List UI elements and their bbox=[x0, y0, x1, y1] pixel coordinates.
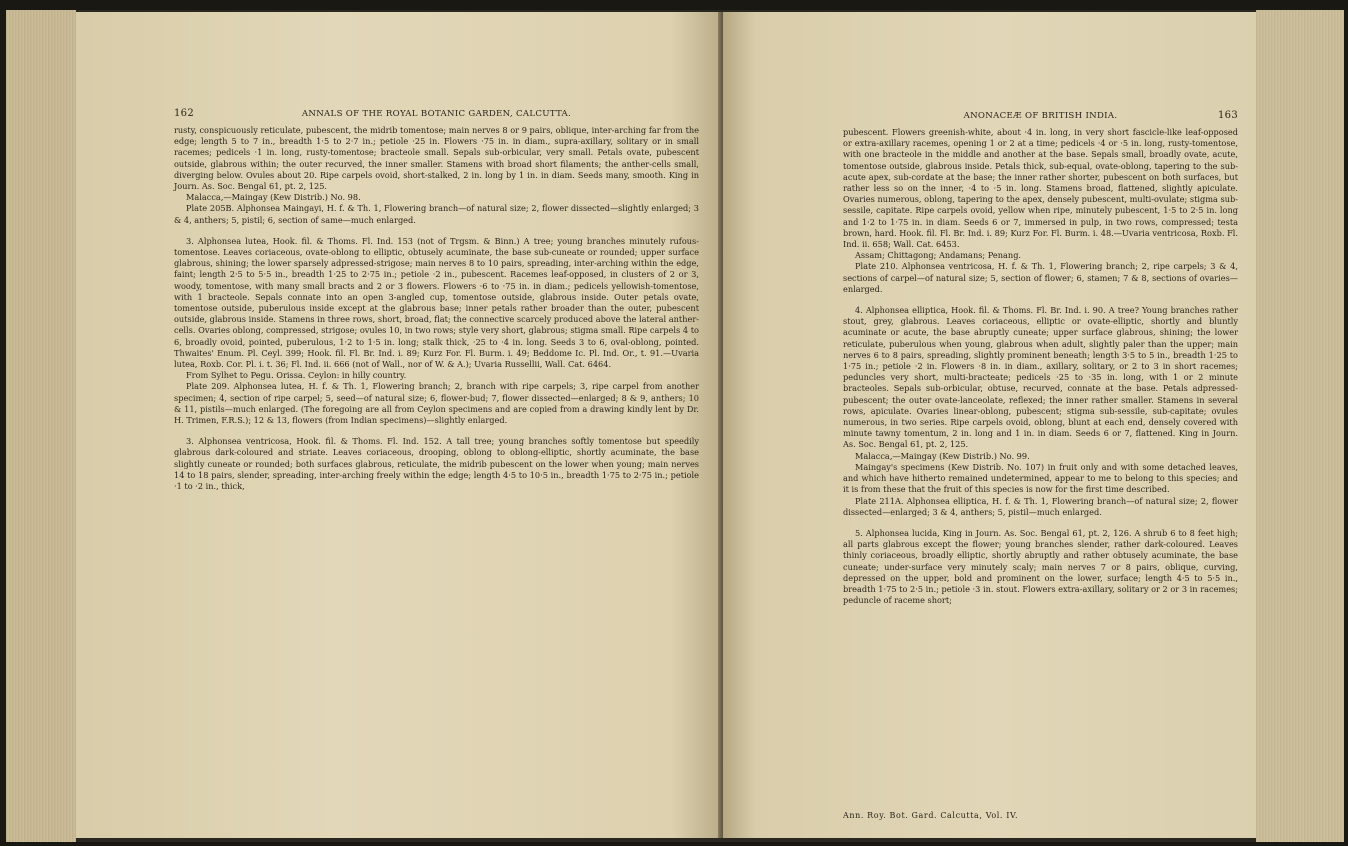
left-page-header bbox=[174, 108, 699, 119]
page-footer: Ann. Roy. Bot. Gard. Calcutta, Vol. IV. bbox=[843, 811, 1019, 820]
paragraph: Malacca,—Maingay (Kew Distrib.) No. 98. bbox=[186, 192, 361, 203]
paragraph: Assam; Chittagong; Andamans; Penang. bbox=[855, 250, 1022, 261]
plate-caption: Plate 211A. Alphonsea elliptica, H. f. & Th. 1, Flowering branch—of natural size; 2, flower dissected—enlarged; 3 & 4, anthers; 5, pistil—much enlarged. bbox=[843, 495, 1238, 517]
paragraph: pubescent. Flowers greenish-white, about ·4 in. long, in very short fascicle-like leaf-opposed or extra-axillary racemes, opening 1 or 2 at a time; pedicels ·4 or ·5 in. long, rusty-tomentose, with one bracteole in the middle and another at the base. Sepals small, broadly ovate, acute, tomentose outside, glabrous inside. Petals thick, sub-equal, ovate-oblong, tapering to the sub-acute apex, sub-cordate at the base; the inner rather shorter, pubescent on both surfaces, but rather less so on the inner, ·4 to ·5 in. long. Stamens broad, flattened, slightly apiculate. Ovaries numerous, oblong, tapering to the apex, densely pubescent, multi-ovulate; stigma sub-sessile, capitate. Ripe carpels ovoid, yellow when ripe, minutely pubescent, 1·5 to 2·5 in. long and 1·2 to 1·75 in. in diam. Seeds 6 or 7, immersed in pulp, in two rows, compressed; testa brown, hard. Hook. fil. Fl. Br. Ind. i. 89; Kurz For. Fl. Burm. i. 48.—Uvaria ventricosa, Roxb. Fl. Ind. ii. 658; Wall. Cat. 6453. bbox=[843, 127, 1238, 250]
right-page-number: 163 bbox=[1218, 110, 1238, 121]
right-page bbox=[723, 12, 1268, 838]
paragraph: Maingay's specimens (Kew Distrib. No. 107) in fruit only and with some detached leaves, and which have hitherto remained undetermined, appear to me to belong to this species; and it is from these that the fruit of this species is now for the first time described. bbox=[843, 461, 1238, 495]
book-spread bbox=[6, 10, 1344, 842]
page-edges-left bbox=[6, 10, 76, 842]
paragraph: Malacca,—Maingay (Kew Distrib.) No. 99. bbox=[855, 450, 1030, 461]
right-page-header bbox=[843, 110, 1238, 121]
plate-caption: Plate 210. Alphonsea ventricosa, H. f. & Th. 1, Flowering branch; 2, ripe carpels; 3 & 4, sections of carpel—of natural size; 5, section of flower; 6, stamen; 7 & 8, sections of ovaries—enlarged. bbox=[843, 261, 1238, 294]
left-page-body bbox=[174, 125, 699, 492]
species-entry: 4. Alphonsea elliptica, Hook. fil. & Thoms. Fl. Br. Ind. i. 90. A tree? Young branches rather stout, grey, glabrous. Leaves coriaceous, elliptic or ovate-elliptic, shortly and bluntly acuminate or acute, the base abruptly cuneate; upper surface glabrous, shining; the lower reticulate, puberulous when young, glabrous when adult, slightly paler than the upper; main nerves 6 to 8 pairs, spreading, slightly prominent beneath; length 3·5 to 5 in., breadth 1·25 to 1·75 in.; petiole ·2 in. Flowers ·8 in. in diam., axillary, solitary, or 2 to 3 in short racemes; peduncles very short, multi-bracteate; pedicels ·25 to ·35 in. long, with 1 or 2 minute bracteoles. Sepals sub-orbicular, obtuse, recurved, connate at the base. Petals adpressed-pubescent; the outer ovate-lanceolate, reflexed; the inner rather smaller. Stamens in several rows, apiculate. Ovaries linear-oblong, pubescent; stigma sub-sessile, sub-capitate; ovules numerous, in two series. Ripe carpels ovoid, oblong, blunt at each end, densely covered with minute tawny tomentum, 2 in. long and 1 in. in diam. Seeds 6 or 7, flattened. King in Journ. As. Soc. Bengal 61, pt. 2, 125. bbox=[843, 305, 1238, 450]
right-running-head: ANONACEÆ OF BRITISH INDIA. bbox=[963, 111, 1118, 121]
species-entry: 3. Alphonsea lutea, Hook. fil. & Thoms. Fl. Ind. 153 (not of Trgsm. & Binn.) A tree; young branches minutely rufous-tomentose. Leaves coriaceous, ovate-oblong to elliptic, obtusely acuminate, the base sub-cuneate or rounded; upper surface glabrous, shining; the lower sparsely adpressed-strigose; main nerves 8 to 10 pairs, spreading, inter-arching within the edge, faint; length 2·5 to 5·5 in., breadth 1·25 to 2·75 in.; petiole ·2 in., pubescent. Racemes leaf-opposed, in clusters of 2 or 3, woody, tomentose, with many small bracts and 2 or 3 flowers. Flowers ·6 to ·75 in. in diam.; pedicels yellowish-tomentose, with 1 bracteole. Sepals connate into an open 3-angled cup, tomentose outside, glabrous inside. Outer petals ovate, tomentose outside, puberulous inside except at the glabrous base; inner petals rather broader than the outer, pubescent outside, glabrous inside. Stamens in three rows, short, broad, flat; the connective scarcely produced above the lateral anther-cells. Ovaries oblong, compressed, strigose; ovules 10, in two rows; style very short, glabrous; stigma small. Ripe carpels 4 to 6, broadly ovoid, pointed, puberulous, 1·2 to 1·5 in. long; stalk thick, ·25 to ·4 in. long. Seeds 3 to 6, oval-oblong, pointed. Thwaites' Enum. Pl. Ceyl. 399; Hook. fil. Fl. Br. Ind. i. 89; Kurz For. Fl. Burm. i. 49; Beddome Ic. Pl. Ind. Or., t. 91.—Uvaria lutea, Roxb. Cor. Pl. i. t. 36; Fl. Ind. ii. 666 (not of Wall., nor of W. & A.); Uvaria Russellii, Wall. Cat. 6464. bbox=[174, 235, 699, 370]
paragraph: From Sylhet to Pegu. Orissa. Ceylon: in hilly country. bbox=[186, 370, 407, 381]
species-entry: 3. Alphonsea ventricosa, Hook. fil. & Thoms. Fl. Ind. 152. A tall tree; young branches softly tomentose but speedily glabrous dark-coloured and striate. Leaves coriaceous, drooping, oblong to oblong-elliptic, shortly acuminate, the base slightly cuneate or rounded; both surfaces glabrous, reticulate, the midrib pubescent on the lower when young; main nerves 14 to 18 pairs, slender, spreading, inter-arching freely within the edge; length 4·5 to 10·5 in., breadth 1·75 to 2·75 in.; petiole ·1 to ·2 in., thick, bbox=[174, 436, 699, 492]
plate-caption: Plate 205B. Alphonsea Maingayi, H. f. & Th. 1, Flowering branch—of natural size; 2, flower dissected—slightly enlarged; 3 & 4, anthers; 5, pistil; 6, section of same—much enlarged. bbox=[174, 203, 699, 225]
paragraph: rusty, conspicuously reticulate, pubescent, the midrib tomentose; main nerves 8 or 9 pairs, oblique, inter-arching far from the edge; length 5 to 7 in., breadth 1·5 to 2·7 in.; petiole ·25 in. Flowers ·75 in. in diam., supra-axillary, solitary or in small racemes; pedicels ·1 in. long, rusty-tomentose; bracteole small. Sepals sub-orbicular, very small. Petals ovate, pubescent outside, glabrous within; the outer recurved, the inner smaller. Stamens with broad short filaments; the anther-cells small, diverging below. Ovules about 20. Ripe carpels ovoid, short-stalked, 2 in. long by 1 in. in diam. Seeds many, smooth. King in Journ. As. Soc. Bengal 61, pt. 2, 125. bbox=[174, 125, 699, 192]
left-page bbox=[76, 12, 723, 838]
left-running-head: ANNALS OF THE ROYAL BOTANIC GARDEN, CALCUTTA. bbox=[301, 109, 572, 119]
page-edges-right bbox=[1256, 10, 1344, 842]
species-entry: 5. Alphonsea lucida, King in Journ. As. Soc. Bengal 61, pt. 2, 126. A shrub 6 to 8 feet high; all parts glabrous except the flower; young branches slender, rather dark-coloured. Leaves thinly coriaceous, broadly elliptic, shortly abruptly and rather obtusely acuminate, the base cuneate; under-surface very minutely scaly; main nerves 7 or 8 pairs, oblique, curving, depressed on the upper, bold and prominent on the lower, surface; length 4·5 to 5·5 in., breadth 1·75 to 2·5 in.; petiole ·3 in. stout. Flowers extra-axillary, solitary or 2 or 3 in racemes; peduncle of raceme short; bbox=[843, 527, 1238, 606]
right-page-body bbox=[843, 127, 1238, 606]
plate-caption: Plate 209. Alphonsea lutea, H. f. & Th. 1, Flowering branch; 2, branch with ripe carpels; 3, ripe carpel from another specimen; 4, section of ripe carpel; 5, seed—of natural size; 6, flower-bud; 7, flower dissected—enlarged; 8 & 9, anthers; 10 & 11, pistils—much enlarged. (The foregoing are all from Ceylon specimens and are copied from a drawing kindly lent by Dr. H. Trimen, F.R.S.); 12 & 13, flowers (from Indian specimens)—slightly enlarged. bbox=[174, 381, 699, 426]
left-page-number: 162 bbox=[174, 108, 194, 119]
